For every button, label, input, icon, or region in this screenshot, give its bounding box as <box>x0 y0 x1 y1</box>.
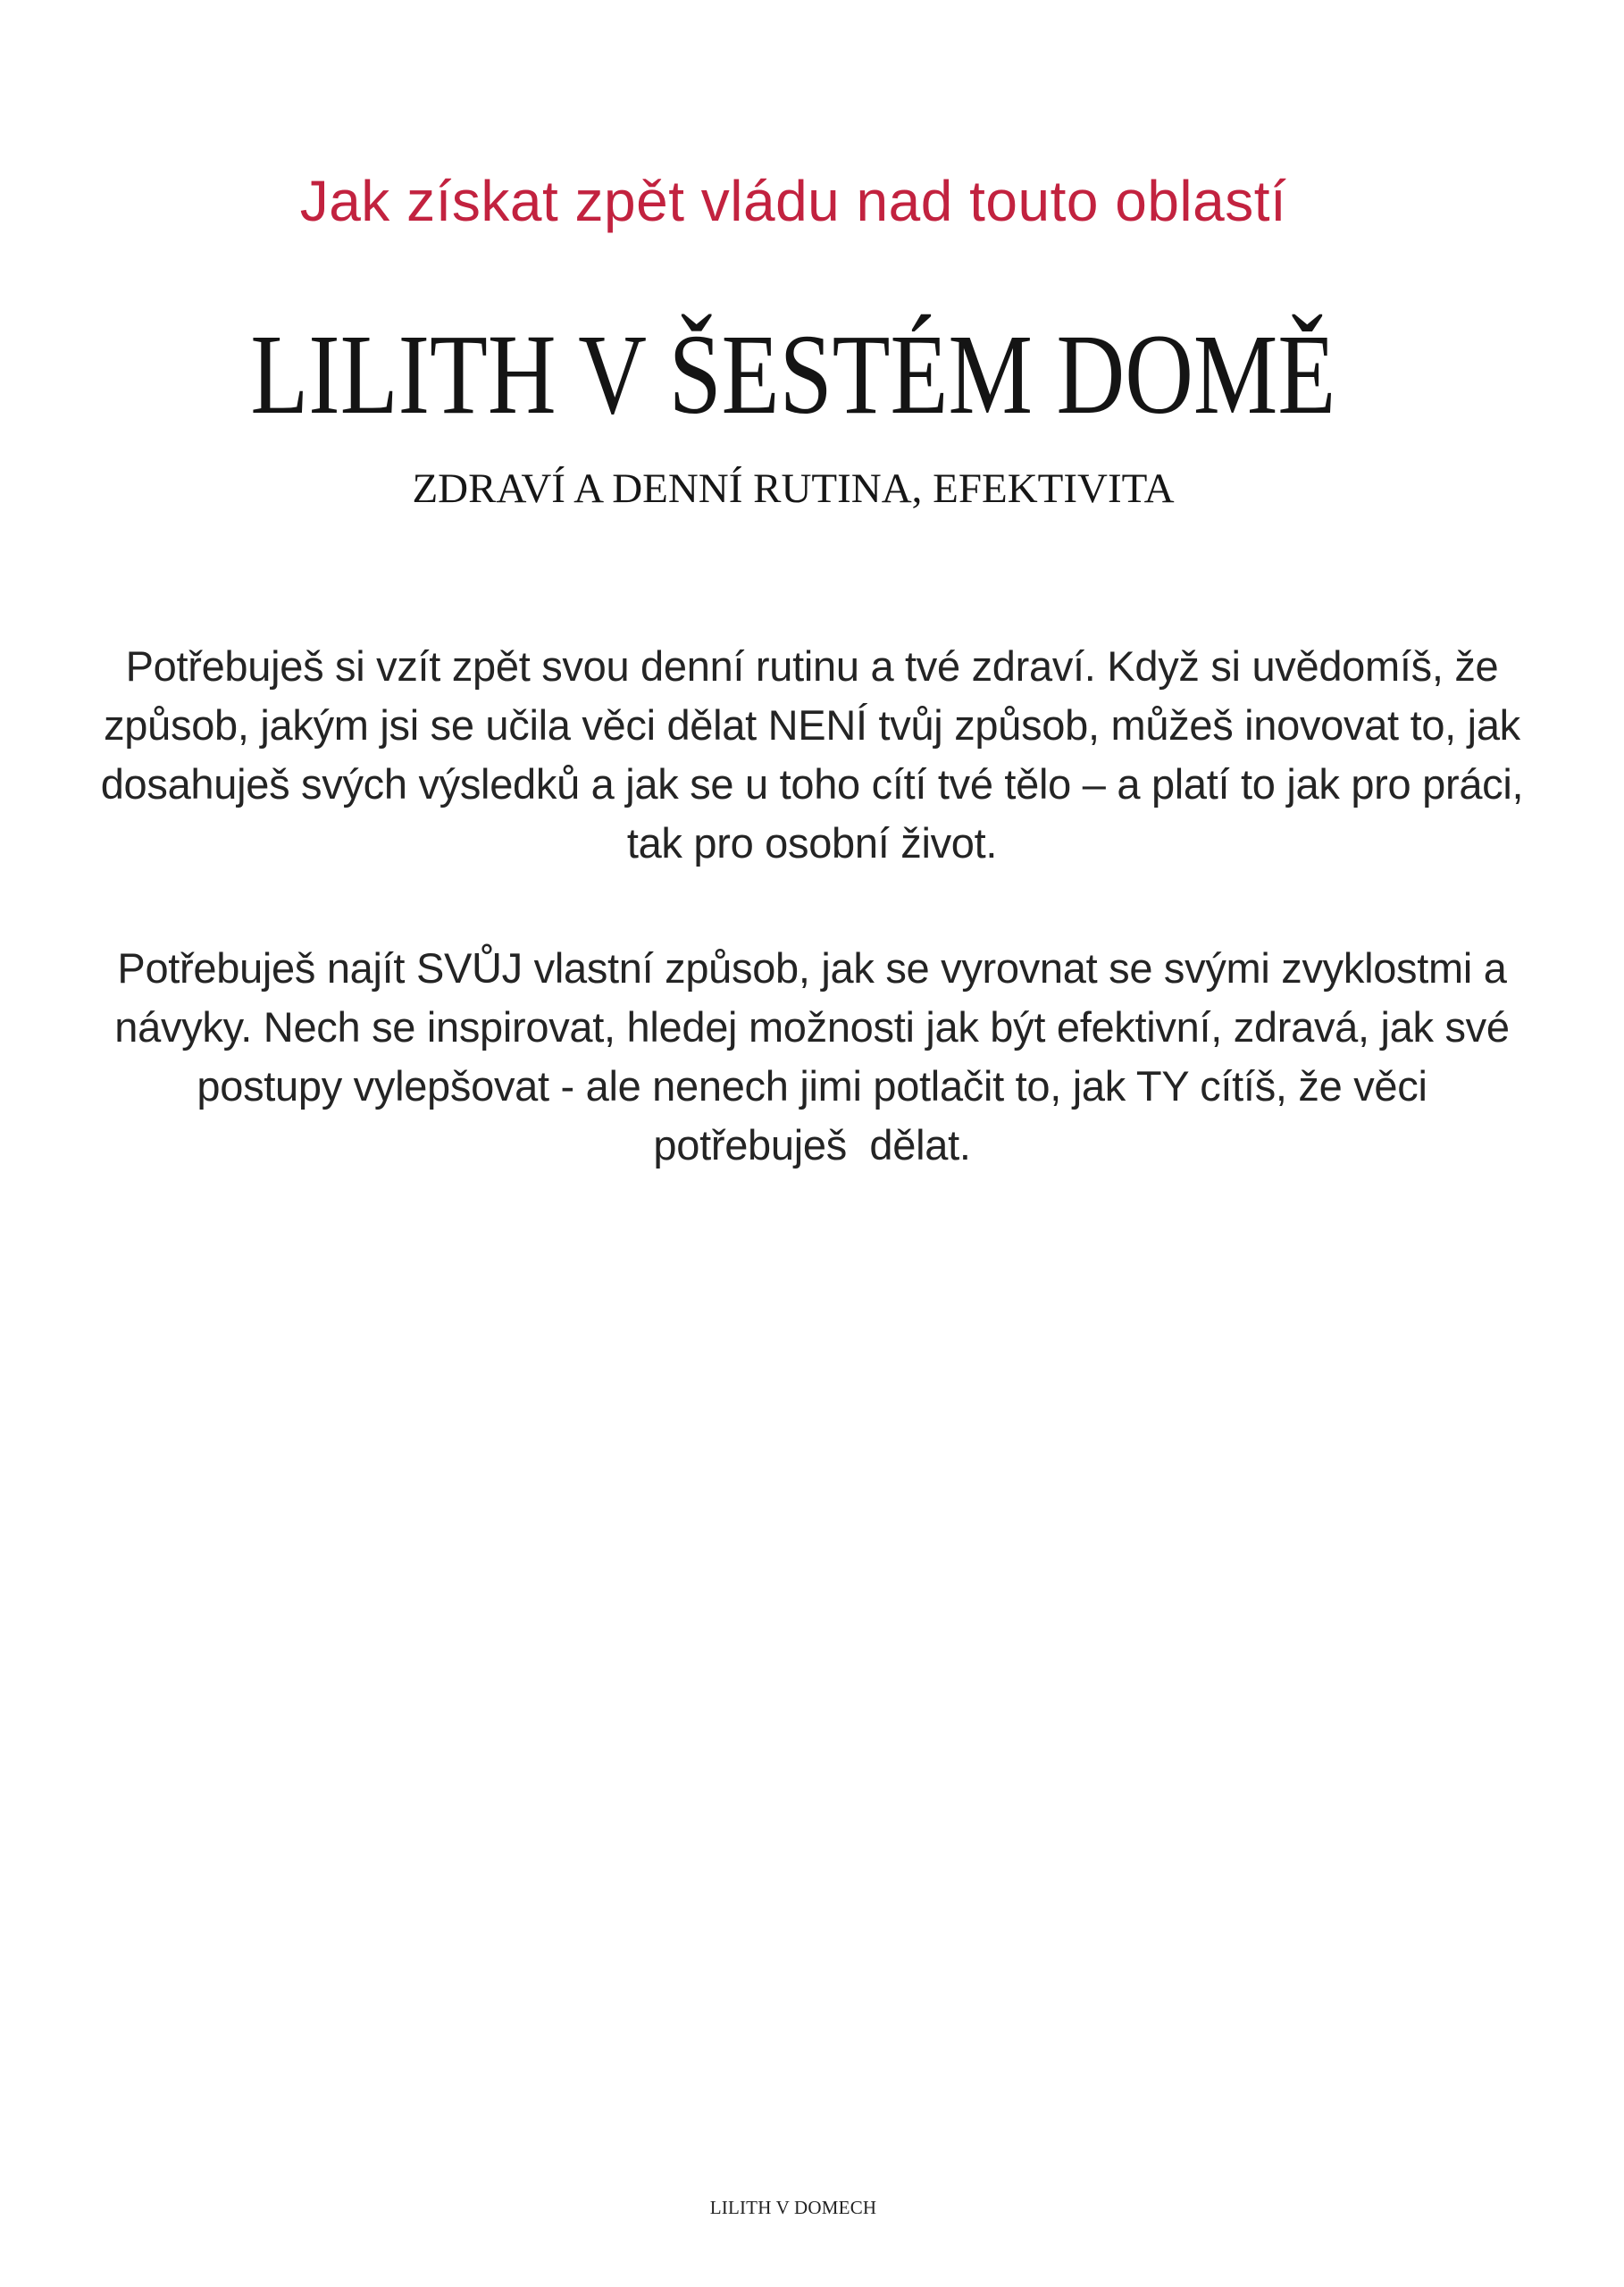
paragraph-2 <box>0 939 1624 1175</box>
paragraph-1-line-3: dosahuješ svých výsledků a jak se u toho cítí tvé tělo – a platí to jak pro práci, <box>100 760 1524 808</box>
footer-title: LILITH V DOMECH <box>709 2197 877 2218</box>
body-text <box>0 637 1624 1175</box>
paragraph-1-line-2: způsob, jakým jsi se učila věci dělat NENÍ tvůj způsob, můžeš inovovat to, jak <box>104 701 1520 749</box>
paragraph-1 <box>0 637 1624 873</box>
paragraph-1-line-1: Potřebuješ si vzít zpět svou denní rutinu a tvé zdraví. Když si uvědomíš, že <box>125 642 1499 690</box>
paragraph-1-line-4: tak pro osobní život. <box>626 819 998 867</box>
kicker-heading: Jak získat zpět vládu nad touto oblastí <box>299 169 1287 233</box>
page-title <box>0 311 1586 438</box>
paragraph-2-line-4: potřebuješ dělat. <box>653 1121 971 1169</box>
page-title-text: LILITH V ŠESTÉM DOMĚ <box>250 311 1336 438</box>
page-subtitle: ZDRAVÍ A DENNÍ RUTINA, EFEKTIVITA <box>412 465 1175 512</box>
paragraph-2-line-2: návyky. Nech se inspirovat, hledej možnosti jak být efektivní, zdravá, jak své <box>114 1003 1510 1051</box>
paragraph-2-line-3: postupy vylepšovat - ale nenech jimi potlačit to, jak TY cítíš, že věci <box>197 1062 1427 1110</box>
paragraph-2-line-1: Potřebuješ najít SVŮJ vlastní způsob, jak se vyrovnat se svými zvyklostmi a <box>117 944 1507 992</box>
